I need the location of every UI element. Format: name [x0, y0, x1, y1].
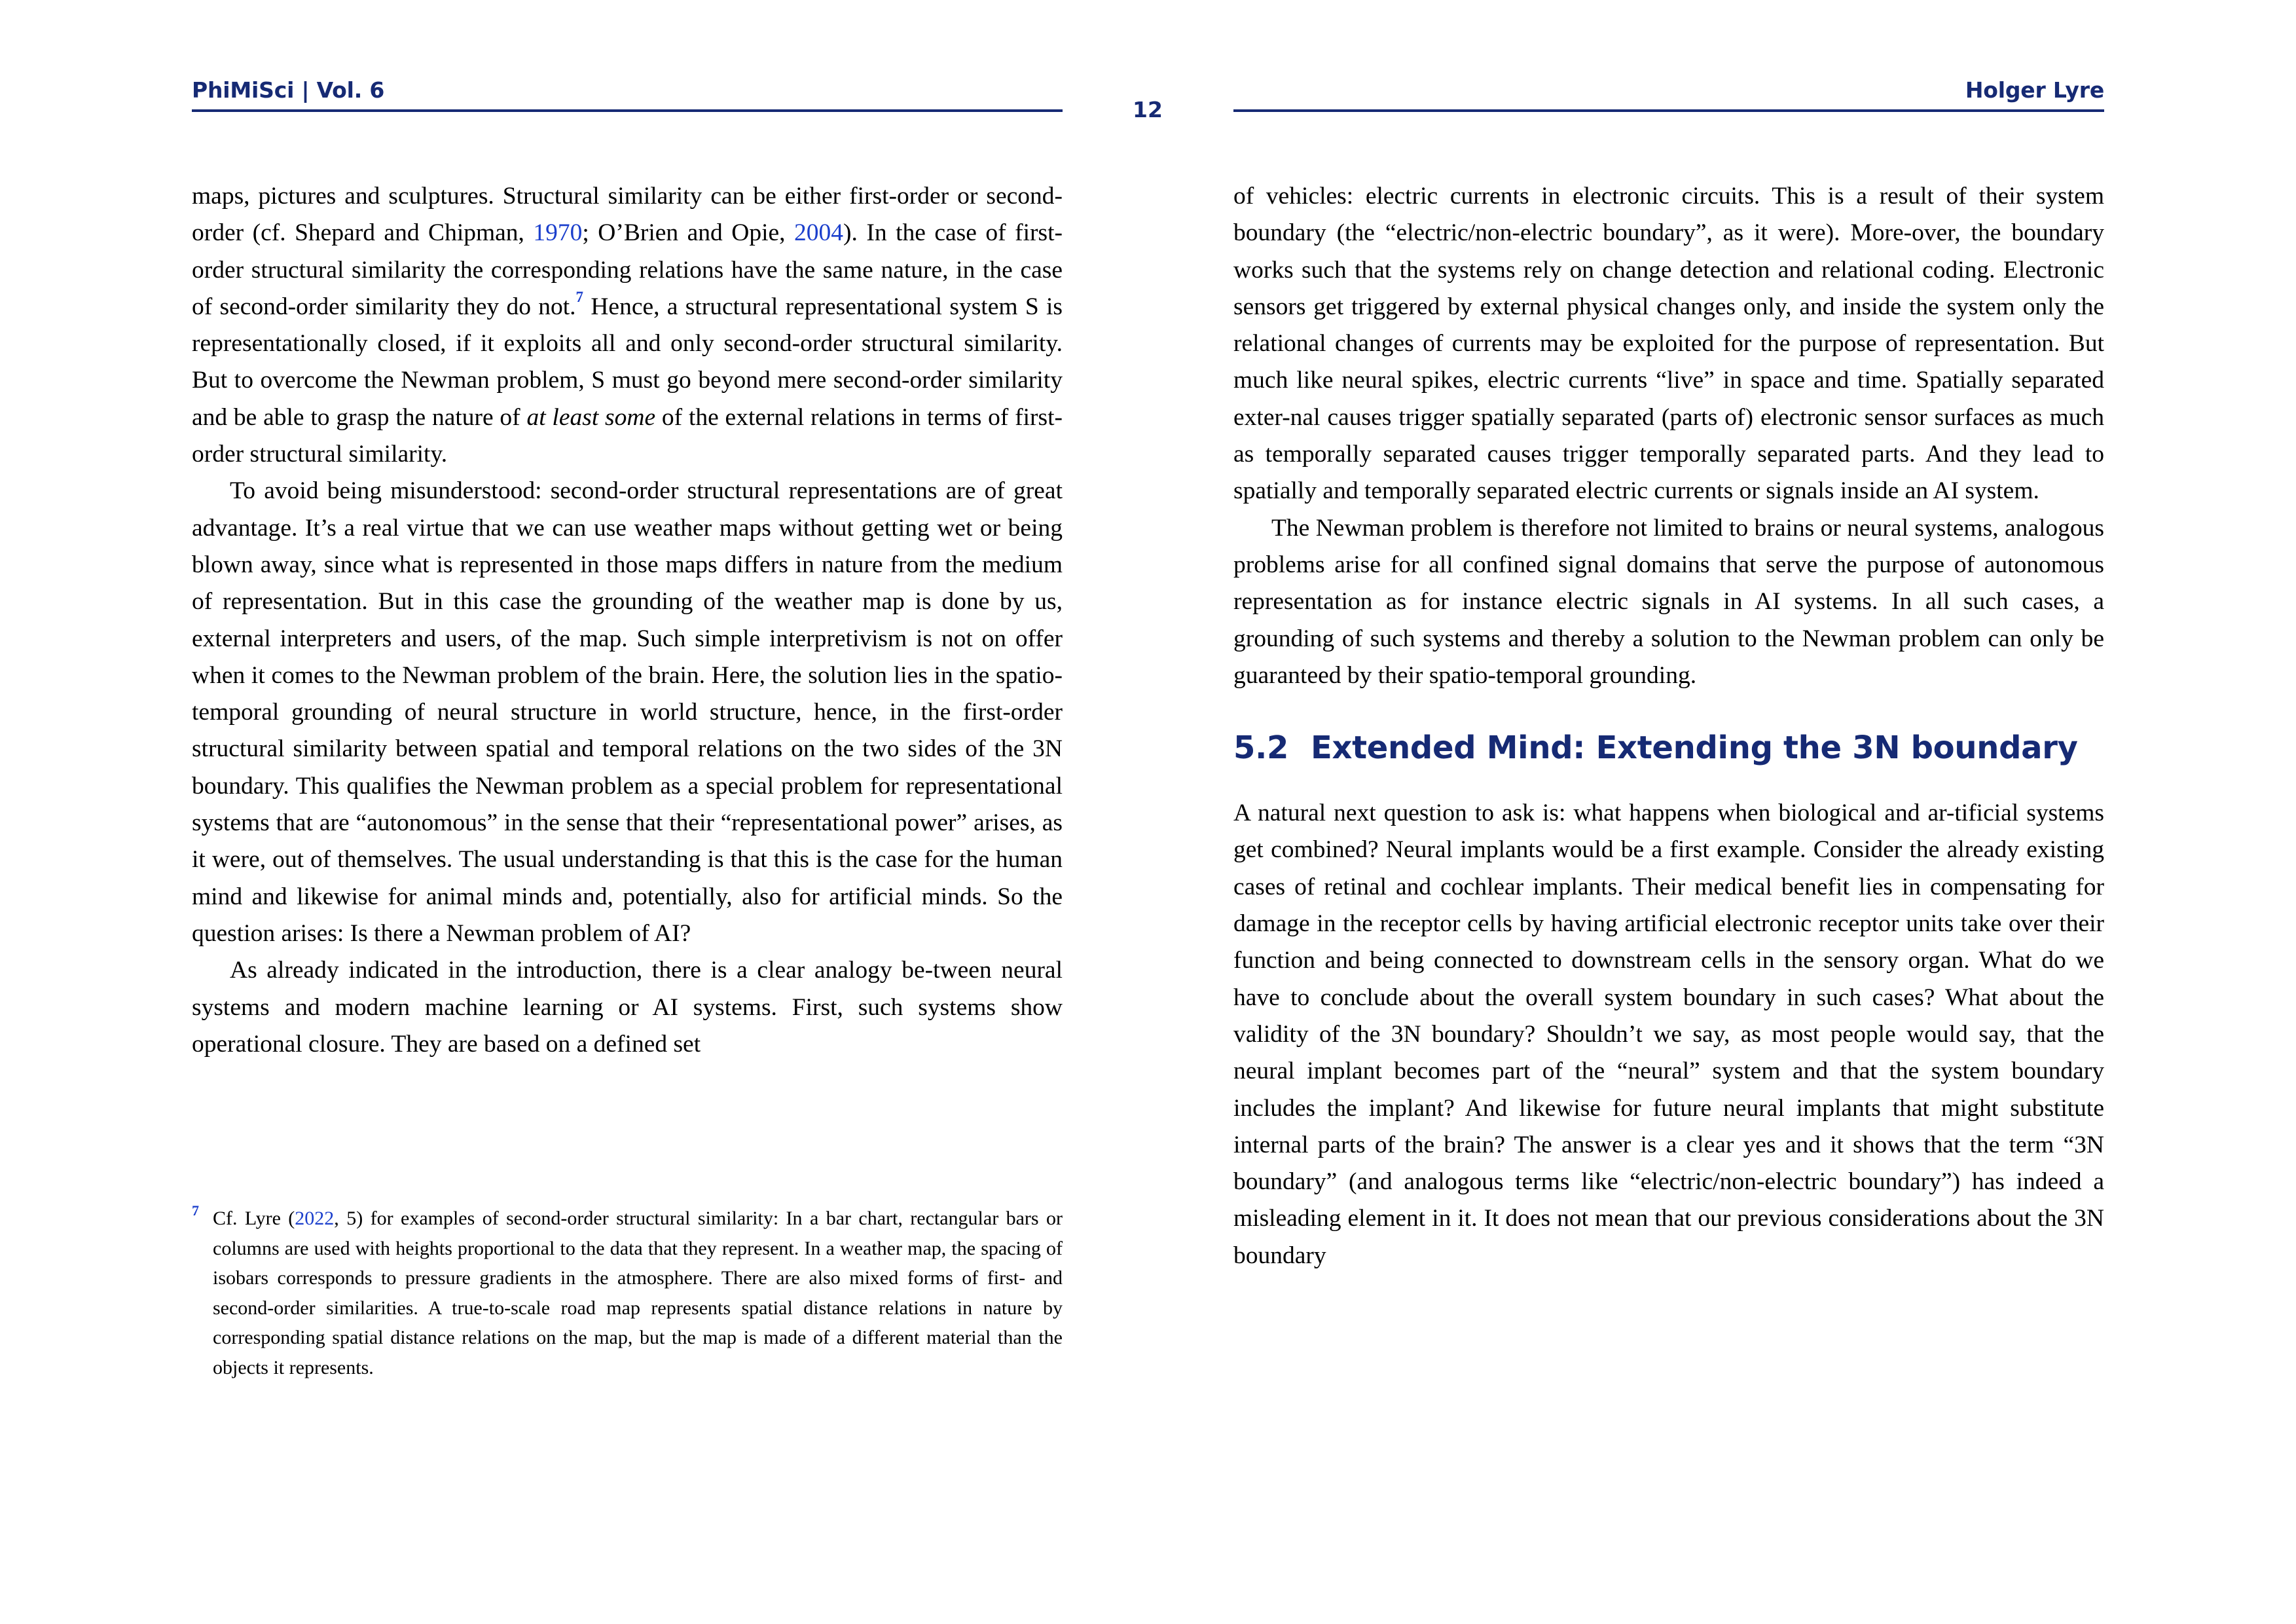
header-rule-right [1233, 109, 2104, 112]
citation-year[interactable]: 1970 [533, 219, 583, 247]
running-head-left [192, 77, 1063, 130]
citation-year[interactable]: 2004 [794, 219, 844, 247]
running-head-right [1233, 77, 2104, 130]
footnote-area [192, 1204, 1063, 1382]
section-title: Extended Mind: Extending the 3N boundary [1311, 729, 2078, 767]
emphasis-text: at least some [526, 403, 656, 431]
paragraph-newman-not-limited [1233, 510, 2104, 694]
paragraph-structural-similarity [192, 178, 1063, 473]
body-text-run: maps, pictures and sculptures. Structural similarity can be either first-order or second-order (cf. Shepard and Chipman, [192, 183, 1063, 247]
footnote-reference[interactable]: 7 [575, 288, 584, 305]
body-text-run: Cf. Lyre ( [213, 1208, 295, 1229]
body-text-run: of the external relations in terms of first-order structural similarity. [192, 403, 1063, 468]
paragraph-of-vehicles [1233, 178, 2104, 510]
body-text-run: ). In the case of first-order structural similarity the corresponding relations have the same nature, in the case of second-order similarity they do not. [192, 219, 1063, 320]
body-text-run: To avoid being misunderstood: second-order structural representations are of great advantage. It’s a real virtue that we can use weather maps without getting wet or being blown away, since what is represented in those maps differs in nature from the medium of representation. But in this case the grounding of the weather map is done by us, external interpreters and users, of the map. Such simple interpretivism is not on offer when it comes to the Newman problem of the brain. Here, the solution lies in the spatio-temporal grounding of neural structure in world structure, hence, in the first-order structural similarity between spatial and temporal relations on the two sides of the 3N boundary. This qualifies the Newman problem as a special problem for representational systems that are “autonomous” in the sense that their “representational power” arises, as it were, out of themselves. The usual understanding is that this is the case for the human mind and likewise for animal minds and, potentially, also for artificial minds. So the question arises: Is there a Newman problem of AI? [192, 477, 1063, 947]
footnote-marker: 7 [192, 1202, 199, 1219]
citation-year[interactable]: 2022 [295, 1208, 335, 1229]
paragraph-to-avoid-misunderstood [192, 473, 1063, 952]
journal-title: PhiMiSci | Vol. 6 [192, 77, 385, 103]
footnote-7 [192, 1204, 1063, 1382]
body-text-run: , 5) for examples of second-order structural similarity: In a bar chart, rectangular bars or columns are used with heights proportional to the data that they represent. In a weather map, the spacing of isobars corresponds to pressure gradients in the atmosphere. There are also mixed forms of first- and second-order similarities. A true-to-scale road map represents spatial distance relations in nature by corresponding spatial distance relations on the map, but the map is made of a different material than the objects it represents. [213, 1208, 1063, 1378]
body-text-run: ; O’Brien and Opie, [582, 219, 795, 247]
body-text-run: of vehicles: electric currents in electronic circuits. This is a result of their system boundary (the “electric/non-electric boundary”, as it were). More-over, the boundary works such that the systems rely on change detection and relational coding. Electronic sensors get triggered by external physical changes only, and inside the system only the relational changes of currents may be exploited for the purpose of representation. But much like neural spikes, electric currents “live” in space and time. Spatially separated exter-nal causes trigger spatially separated (parts of) electronic sensor surfaces as much as temporally separated causes trigger temporally separated parts. And they lead to spatially and temporally separated electric currents or signals inside an AI system. [1233, 183, 2104, 505]
body-text-run: The Newman problem is therefore not limited to brains or neural systems, analogous problems arise for all confined signal domains that serve the purpose of autonomous representation as for instance electric signals in AI systems. In all such cases, a grounding of such systems and thereby a solution to the Newman problem can only be guaranteed by their spatio-temporal grounding. [1233, 514, 2104, 689]
body-text-run: A natural next question to ask is: what happens when biological and ar-tificial systems get combined? Neural implants would be a first example. Consider the already existing cases of retinal and cochlear implants. Their medical benefit lies in compensating for damage in the receptor cells by having artificial electronic receptor units take over their function and being connected to downstream cells in the sensory organ. What do we have to conclude about the overall system boundary in such cases? What about the validity of the 3N boundary? Shouldn’t we say, as most people would say, that the neural implant becomes part of the “neural” system and that the system boundary includes the implant? And likewise for future neural implants that might substitute internal parts of the brain? The answer is a clear yes and it shows that the term “3N boundary” (and analogous terms like “electric/non-electric boundary”) has indeed a misleading element in it. It does not mean that our previous considerations about the 3N boundary [1233, 800, 2104, 1269]
right-column [1233, 178, 2104, 1274]
paragraph-natural-next-question [1233, 795, 2104, 1274]
heading-spacer-top [1233, 694, 2104, 728]
paragraph-as-already-indicated [192, 952, 1063, 1063]
body-text-run: Hence, a structural representational system S is representationally closed, if it exploits all and only second-order structural similarity. But to overcome the Newman problem, S must go beyond mere second-order similarity and be able to grasp the nature of [192, 293, 1063, 431]
section-heading-5-2 [1233, 728, 2104, 767]
page-number: 12 [1133, 97, 1163, 122]
header-rule-left [192, 109, 1063, 112]
body-text-run: As already indicated in the introduction, there is a clear analogy be-tween neural systems and modern machine learning or AI systems. First, such systems show operational closure. They are based on a defined set [192, 957, 1063, 1058]
left-column [192, 178, 1063, 1063]
author-name: Holger Lyre [1965, 77, 2104, 103]
section-number: 5.2 [1233, 729, 1289, 767]
heading-spacer-bottom [1233, 767, 2104, 795]
